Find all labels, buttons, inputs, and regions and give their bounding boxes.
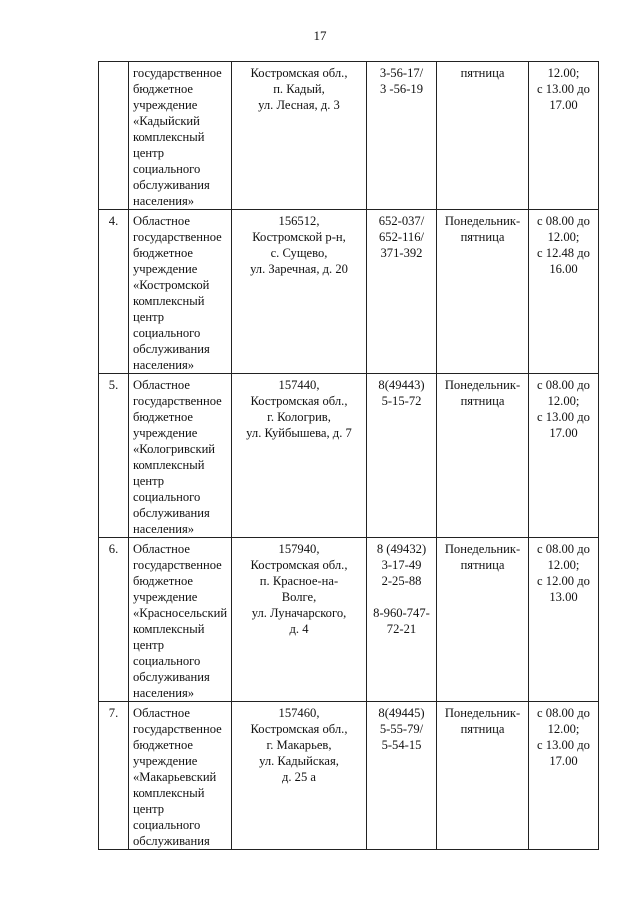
cell-text-line: с 08.00 до bbox=[537, 542, 590, 556]
cell-text-line: Костромская обл., bbox=[250, 722, 348, 736]
cell-text-line: 13.00 bbox=[549, 590, 578, 604]
cell-text-line: 17.00 bbox=[549, 426, 578, 440]
cell-text-line: комплексный bbox=[133, 130, 205, 144]
cell-text-line: пятница bbox=[460, 230, 505, 244]
cell-text-line: с 08.00 до bbox=[537, 214, 590, 228]
cell-text-line: учреждение bbox=[133, 262, 198, 276]
cell-text-line: центр bbox=[133, 310, 165, 324]
row-number-cell: 7. bbox=[99, 702, 129, 850]
cell-text-line: населения» bbox=[133, 194, 195, 208]
cell-text-line: с 12.48 до bbox=[537, 246, 590, 260]
table-row bbox=[99, 62, 599, 210]
cell-text-line: обслуживания bbox=[133, 834, 210, 848]
cell-text-line: д. 25 а bbox=[281, 770, 317, 784]
cell-text-line: 8-960-747- bbox=[373, 606, 430, 620]
cell-text-line: комплексный bbox=[133, 294, 205, 308]
working-days-cell bbox=[437, 538, 529, 702]
cell-text-line: комплексный bbox=[133, 458, 205, 472]
cell-text-line: 12.00; bbox=[547, 722, 580, 736]
cell-text-line: бюджетное bbox=[133, 246, 193, 260]
cell-text-line: Понедельник- bbox=[444, 542, 521, 556]
cell-text-line: 5-15-72 bbox=[381, 394, 422, 408]
table-body bbox=[99, 62, 599, 850]
cell-text-line: 652-116/ bbox=[378, 230, 424, 244]
working-hours-cell bbox=[529, 538, 599, 702]
cell-text-line: социального bbox=[133, 654, 201, 668]
address-cell bbox=[232, 62, 367, 210]
cell-text-line: центр bbox=[133, 474, 165, 488]
cell-text-line: бюджетное bbox=[133, 738, 193, 752]
cell-text-line: 8 (49432) bbox=[376, 542, 427, 556]
cell-text-line: государственное bbox=[133, 394, 222, 408]
cell-text-line: государственное bbox=[133, 230, 222, 244]
cell-text-line: учреждение bbox=[133, 590, 198, 604]
working-days-cell bbox=[437, 702, 529, 850]
phone-cell bbox=[367, 374, 437, 538]
cell-text-line: п. Кадый, bbox=[273, 82, 325, 96]
cell-text-line: населения» bbox=[133, 686, 195, 700]
cell-text-line: 5-54-15 bbox=[381, 738, 422, 752]
cell-text-line: пятница bbox=[460, 394, 505, 408]
cell-text-line: Понедельник- bbox=[444, 706, 521, 720]
cell-text-line: 12.00; bbox=[547, 66, 580, 80]
cell-text-line: п. Красное-на- bbox=[259, 574, 339, 588]
cell-text-line: д. 4 bbox=[289, 622, 309, 636]
phone-cell bbox=[367, 62, 437, 210]
cell-text-line: г. Кологрив, bbox=[267, 410, 331, 424]
cell-text-line: обслуживания bbox=[133, 178, 210, 192]
cell-text-line: 3 -56-19 bbox=[379, 82, 424, 96]
cell-text-line: 157440, bbox=[278, 378, 320, 392]
cell-text-line: Областное bbox=[133, 542, 190, 556]
row-number-cell: 5. bbox=[99, 374, 129, 538]
cell-text-line: Костромская обл., bbox=[250, 558, 348, 572]
cell-text-line: центр bbox=[133, 146, 165, 160]
cell-text-line: «Кадыйский bbox=[133, 114, 200, 128]
cell-text-line: Понедельник- bbox=[444, 378, 521, 392]
cell-text-line: пятница bbox=[460, 558, 505, 572]
cell-text-line: центр bbox=[133, 638, 165, 652]
cell-text-line: с 13.00 до bbox=[537, 410, 590, 424]
cell-text-line: социального bbox=[133, 326, 201, 340]
cell-text-line: Костромская обл., bbox=[250, 66, 348, 80]
working-days-cell bbox=[437, 374, 529, 538]
table-row bbox=[99, 210, 599, 374]
institutions-table bbox=[98, 61, 599, 850]
working-hours-cell bbox=[529, 210, 599, 374]
cell-text-line: пятница bbox=[460, 66, 505, 80]
working-hours-cell bbox=[529, 374, 599, 538]
cell-text-line: населения» bbox=[133, 522, 195, 536]
cell-text-line: 3-56-17/ bbox=[379, 66, 424, 80]
cell-text-line: Областное bbox=[133, 214, 190, 228]
cell-text-line: «Красносельский bbox=[133, 606, 228, 620]
table-row bbox=[99, 702, 599, 850]
cell-text-line: учреждение bbox=[133, 426, 198, 440]
cell-text-line: учреждение bbox=[133, 754, 198, 768]
row-number-cell: 4. bbox=[99, 210, 129, 374]
phone-cell bbox=[367, 538, 437, 702]
cell-text-line: с 08.00 до bbox=[537, 706, 590, 720]
cell-text-line: 8(49445) bbox=[378, 706, 425, 720]
working-days-cell bbox=[437, 62, 529, 210]
cell-text-line: «Костромской bbox=[133, 278, 210, 292]
cell-text-line: с 13.00 до bbox=[537, 82, 590, 96]
cell-text-line: учреждение bbox=[133, 98, 198, 112]
cell-text-line: 12.00; bbox=[547, 230, 580, 244]
phone-cell bbox=[367, 210, 437, 374]
cell-text-line: с 12.00 до bbox=[537, 574, 590, 588]
cell-text-line: Костромской р-н, bbox=[252, 230, 346, 244]
institution-name-cell bbox=[129, 702, 232, 850]
cell-text-line: бюджетное bbox=[133, 410, 193, 424]
cell-text-line: бюджетное bbox=[133, 574, 193, 588]
cell-text-line: 72-21 bbox=[386, 622, 417, 636]
cell-text-line: 157460, bbox=[278, 706, 320, 720]
table-row bbox=[99, 374, 599, 538]
table-row bbox=[99, 538, 599, 702]
address-cell bbox=[232, 210, 367, 374]
cell-text-line: ул. Луначарского, bbox=[251, 606, 347, 620]
cell-text-line: г. Макарьев, bbox=[266, 738, 332, 752]
cell-text-line: 2-25-88 bbox=[381, 574, 422, 588]
cell-text-line: 3-17-49 bbox=[381, 558, 422, 572]
cell-text-line: с 13.00 до bbox=[537, 738, 590, 752]
page-number: 17 bbox=[313, 28, 327, 43]
cell-text-line: комплексный bbox=[133, 622, 205, 636]
cell-text-line: ул. Лесная, д. 3 bbox=[258, 98, 340, 112]
institution-name-cell bbox=[129, 62, 232, 210]
cell-text-line: 8(49443) bbox=[378, 378, 425, 392]
cell-text-line: пятница bbox=[460, 722, 505, 736]
institution-name-cell bbox=[129, 210, 232, 374]
institution-name-cell bbox=[129, 374, 232, 538]
cell-text-line: 12.00; bbox=[547, 394, 580, 408]
cell-text-line: с 08.00 до bbox=[537, 378, 590, 392]
cell-text-line: 371-392 bbox=[380, 246, 423, 260]
row-number-cell bbox=[99, 62, 129, 210]
cell-text-line: Областное bbox=[133, 378, 190, 392]
cell-text-line bbox=[371, 589, 432, 605]
address-cell bbox=[232, 374, 367, 538]
cell-text-line: Волге, bbox=[281, 590, 317, 604]
institution-name-cell bbox=[129, 538, 232, 702]
cell-text-line: государственное bbox=[133, 722, 222, 736]
cell-text-line: ул. Куйбышева, д. 7 bbox=[246, 426, 352, 440]
cell-text-line: государственное bbox=[133, 558, 222, 572]
cell-text-line: бюджетное bbox=[133, 82, 193, 96]
cell-text-line: обслуживания bbox=[133, 670, 210, 684]
cell-text-line: 156512, bbox=[278, 214, 320, 228]
row-number-cell: 6. bbox=[99, 538, 129, 702]
working-hours-cell bbox=[529, 702, 599, 850]
cell-text-line: 17.00 bbox=[549, 754, 578, 768]
working-days-cell bbox=[437, 210, 529, 374]
cell-text-line: населения» bbox=[133, 358, 195, 372]
cell-text-line: 16.00 bbox=[549, 262, 578, 276]
cell-text-line: обслуживания bbox=[133, 342, 210, 356]
cell-text-line: 652-037/ bbox=[378, 214, 425, 228]
cell-text-line: 12.00; bbox=[547, 558, 580, 572]
cell-text-line: с. Сущево, bbox=[270, 246, 328, 260]
cell-text-line: Областное bbox=[133, 706, 190, 720]
cell-text-line: комплексный bbox=[133, 786, 205, 800]
cell-text-line: социального bbox=[133, 818, 201, 832]
cell-text-line: «Кологривский bbox=[133, 442, 216, 456]
cell-text-line: обслуживания bbox=[133, 506, 210, 520]
cell-text-line: Понедельник- bbox=[444, 214, 521, 228]
working-hours-cell bbox=[529, 62, 599, 210]
cell-text-line: 5-55-79/ bbox=[379, 722, 424, 736]
cell-text-line: ул. Кадыйская, bbox=[259, 754, 339, 768]
cell-text-line: ул. Заречная, д. 20 bbox=[250, 262, 348, 276]
cell-text-line: «Макарьевский bbox=[133, 770, 217, 784]
cell-text-line: 157940, bbox=[278, 542, 320, 556]
cell-text-line: 17.00 bbox=[549, 98, 578, 112]
cell-text-line: социального bbox=[133, 490, 201, 504]
cell-text-line: Костромская обл., bbox=[250, 394, 348, 408]
phone-cell bbox=[367, 702, 437, 850]
address-cell bbox=[232, 538, 367, 702]
cell-text-line: центр bbox=[133, 802, 165, 816]
address-cell bbox=[232, 702, 367, 850]
cell-text-line: государственное bbox=[133, 66, 222, 80]
cell-text-line: социального bbox=[133, 162, 201, 176]
